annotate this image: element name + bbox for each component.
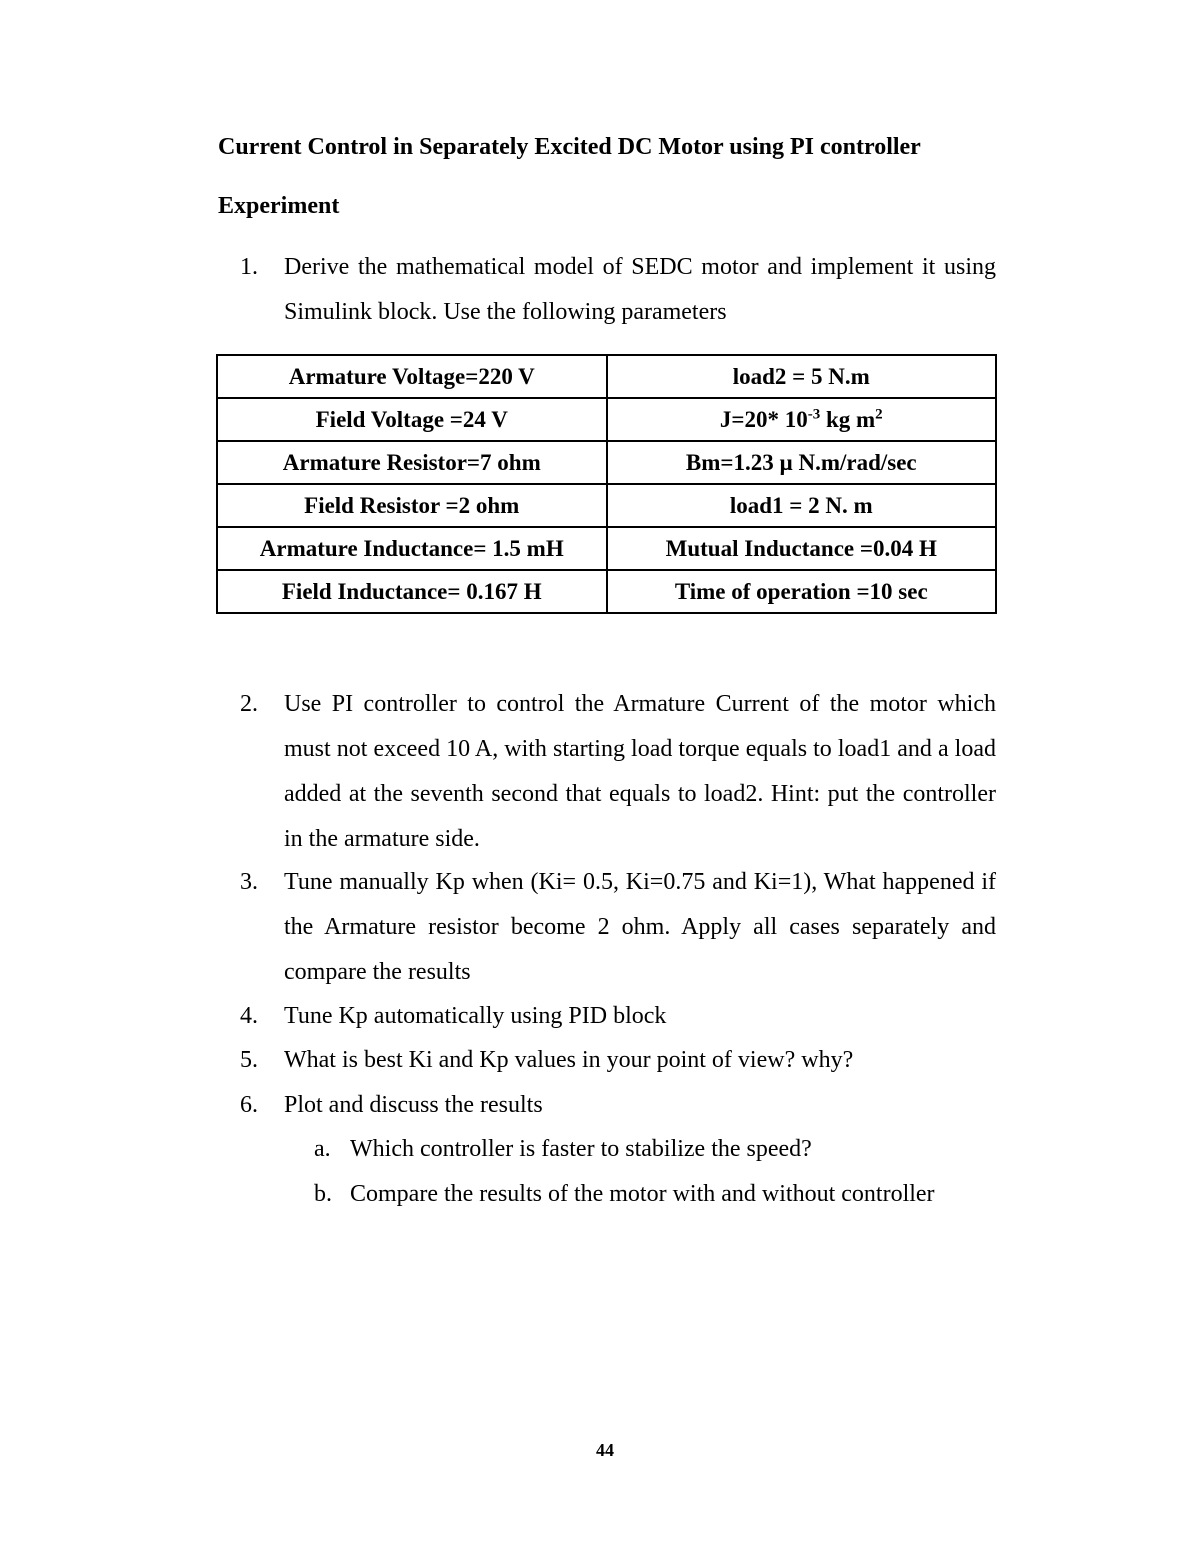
table-cell: Field Voltage =24 V xyxy=(217,398,607,441)
list-number: 6. xyxy=(240,1092,258,1118)
list-number: 3. xyxy=(240,869,258,895)
list-number: 5. xyxy=(240,1047,258,1073)
page-title: Current Control in Separately Excited DC Motor using PI controller xyxy=(218,134,921,160)
sub-item-b xyxy=(314,1172,935,1217)
inertia-exponent: -3 xyxy=(807,405,821,422)
table-cell xyxy=(607,398,997,441)
list-text: Tune Kp automatically using PID block xyxy=(284,1003,667,1029)
table-cell: Field Resistor =2 ohm xyxy=(217,484,607,527)
page-number: 44 xyxy=(596,1440,614,1460)
table-cell: Bm=1.23 µ N.m/rad/sec xyxy=(607,441,997,484)
inertia-unit: kg m xyxy=(820,406,876,432)
list-item-3 xyxy=(240,860,996,995)
list-text: Plot and discuss the results xyxy=(284,1092,543,1118)
list-number: 2. xyxy=(240,691,258,717)
list-letter: a. xyxy=(314,1136,331,1162)
table-row xyxy=(217,355,996,398)
table-row xyxy=(217,527,996,570)
list-text: Which controller is faster to stabilize the speed? xyxy=(350,1136,812,1162)
sub-item-a xyxy=(314,1127,812,1172)
table-cell: Armature Voltage=220 V xyxy=(217,355,607,398)
table-cell: Mutual Inductance =0.04 H xyxy=(607,527,997,570)
list-letter: b. xyxy=(314,1181,332,1207)
table-row xyxy=(217,441,996,484)
list-text: Use PI controller to control the Armature Current of the motor which must not exceed 10 A, with starting load torque equals to load1 and a load added at the seventh second that equals to load2. Hint: put the controller in the armature side. xyxy=(284,691,996,852)
inertia-base: J=20* 10 xyxy=(719,406,808,432)
list-text: Derive the mathematical model of SEDC motor and implement it using Simulink block. Use the following parameters xyxy=(284,254,996,325)
table-row xyxy=(217,484,996,527)
table-row xyxy=(217,570,996,613)
parameters-table xyxy=(216,354,997,614)
table-cell: load2 = 5 N.m xyxy=(607,355,997,398)
list-item-6 xyxy=(240,1083,996,1128)
list-item-5 xyxy=(240,1038,996,1083)
list-text: What is best Ki and Kp values in your point of view? why? xyxy=(284,1047,854,1073)
inertia-unit-exponent: 2 xyxy=(875,405,883,422)
list-item-1 xyxy=(240,245,996,335)
list-number: 1. xyxy=(240,254,258,280)
table-cell: load1 = 2 N. m xyxy=(607,484,997,527)
list-item-2 xyxy=(240,682,996,862)
list-text: Compare the results of the motor with and without controller xyxy=(350,1181,935,1207)
section-heading: Experiment xyxy=(218,193,340,219)
list-number: 4. xyxy=(240,1003,258,1029)
table-cell: Time of operation =10 sec xyxy=(607,570,997,613)
table-row xyxy=(217,398,996,441)
list-text: Tune manually Kp when (Ki= 0.5, Ki=0.75 and Ki=1), What happened if the Armature resistor become 2 ohm. Apply all cases separately and compare the results xyxy=(284,869,996,985)
table-cell: Armature Resistor=7 ohm xyxy=(217,441,607,484)
list-item-4 xyxy=(240,994,996,1039)
table-cell: Armature Inductance= 1.5 mH xyxy=(217,527,607,570)
table-cell: Field Inductance= 0.167 H xyxy=(217,570,607,613)
